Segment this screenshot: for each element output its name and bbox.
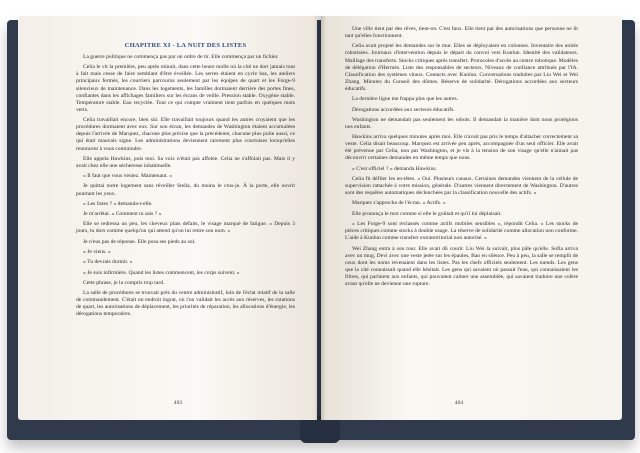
paragraph: La guerre politique ne commença pas par un ordre de tir. Elle commença par un fichier.: [83, 54, 279, 60]
paragraph: Celia fit défiler les en-têtes. « Oui. Plusieurs canaux. Certaines demandes viennent de la cellule de supervision rattachée à votre mission, générale. D'autres viennent directement de Washington. D'autres sont des requêtes automatiques déclenchées par la classification nouvelle des actifs. »: [345, 176, 578, 197]
paragraph: Hawkins arriva quelques minutes après moi. Elle n'avait pas pris le temps d'attacher correctement sa veste. Celia disait beaucoup. Marquez est arrivée peu après, accompagnée d'un seul officier. Elle avait été prévenue par Celia, non par Washington, et je vis à la tension de son visage qu'elle n'aimait pas découvrir certaines demandes en même temps que nous.: [345, 134, 578, 162]
page-number-left: 403: [173, 400, 183, 406]
paragraph: La salle de procédures se trouvait près du centre administratif, loin de l'éclat relatif de la salle de commandement. C'était un endroit ingrat, où l'on validait les accès aux réserves, les rotations de quart, les autorisations de déplacement, les priorités de réparation, les allocations d'énergie, les dérogations temporaires.: [76, 290, 295, 318]
paragraph: Wei Zhang entra à son tour. Elle avait dû courir. Liu Wei la suivait, plus pâle qu'elle. Sofia arriva avec un mug, Devi avec une veste jetée sur les épaules, Bao en silence. Peu à peu, la salle se remplit de ceux dont les noms revenaient dans les listes. Pas les chefs officiels seulement. Les nœuds. Les gens que la cité connaissait quand elle hésitait. Les gens qui savaient où passait l'eau, qui connaissaient les filtres, qui parlaient aux enfants, qui pouvaient calmer une assemblée, qui savaient traduire une colère avant qu'elle ne devienne une rupture.: [345, 245, 578, 287]
left-page-text: [76, 54, 295, 319]
paragraph: Celia travaillait encore, bien sûr. Elle travaillait toujours quand les autres croyaient que les procédures dormaient avec eux. Sur son écran, les demandes de Washington étaient accumulées depuis l'arrivée de Marquez, chacune plus précise que la précédente, chacune plus polie aussi, ce qui était mauvais signe. Les administrations deviennent rarement plus courtoises lorsqu'elles renoncent à vous contraindre.: [76, 117, 295, 152]
paragraph: « Il faut que vous veniez. Maintenant. »: [83, 173, 173, 180]
paragraph: « Les listes ? » demanda-t-elle.: [83, 200, 153, 207]
paragraph: « Je suis infirmière. Quand les listes commencent, les corps suivent. »: [83, 269, 240, 276]
paragraph: Elle appela Hawkins, puis moi. Sa voix n'était pas affolée. Celia ne s'affolait pas. Mais il y avait chez elle une sécheresse inhabituelle.: [76, 155, 295, 169]
paragraph: Je m'arrêtai. « Comment tu sais ? »: [83, 211, 162, 218]
paragraph: « Je viens. »: [83, 249, 111, 256]
paragraph: Washington ne demandait pas seulement les robots. Il demandait la manière dont nous protégions nos enfants.: [345, 116, 578, 130]
left-page: [18, 16, 317, 420]
paragraph: « Tu devrais dormir. »: [83, 259, 133, 266]
paragraph: Une ville tient par des rêves, tient-on. C'est faux. Elle tient par des autorisations que personne ne lit tant qu'elles fonctionnent.: [345, 26, 578, 40]
paragraph: Celia le vit la première, peu après minuit, dans cette heure molle où la cité ne dort jamais tout à fait mais cesse de faire semblant d'être éveillée. Les serres étaient en cycle bas, les ateliers principaux fermés, les courriers parcourus seulement par les équipes de quart et les Forge-9 silencieux de maintenance. Dans les logements, les familles dormaient derrière des portes fines, confiantes dans les affichages familiers sur les écrans de veille. Pression stable. Oxygène stable. Température stable. Eau recyclée. Tout ce qui compte vraiment tient parfois en quelques mots verts.: [76, 64, 295, 113]
book-gutter-shadow: [314, 16, 326, 420]
paragraph: Celia avait projeté les demandes sur le mur. Elles se déployaient en colonnes. Inventaire des unités robotisées. Journaux d'intervention depuis le départ du convoi vers Kunlun. Identité des validateurs. Maillage des transferts. Stocks critiques après transfert. Protocoles d'accès au centre robotique. Modèles de délégation d'Hermès. Liste des responsables de secteurs. Niveaux de confiance attribués par l'IA. Classification des systèmes vitaux. Contacts avec Kunlun. Conversations traduites par Liu Wei et Wei Zhang. Minutes du Conseil des dômes. Réserve de solidarité. Dérogations accordées aux secteurs éducatifs.: [345, 43, 578, 92]
paragraph: Elle se redressa un peu, les cheveux plats défaits, le visage marqué de fatigue. « Depuis 3 jours, tu dors comme quelqu'un qui attend qu'on lui retire son nom. »: [76, 221, 295, 235]
paragraph: Marquez s'approcha de l'écran. « Actifs. »: [352, 200, 446, 207]
paragraph: Elle prononça le mot comme si elle le goûtait et qu'il lui déplaisait.: [352, 210, 502, 217]
paragraph: La dernière ligne me frappa plus que les autres.: [352, 96, 459, 103]
page-number-right: 404: [454, 400, 464, 406]
paragraph: Je n'eus pas de réponse. Elle posa ses pieds au sol.: [83, 238, 196, 245]
chapter-title: CHAPITRE XI - LA NUIT DES LISTES: [124, 42, 247, 49]
paragraph: « Les Forge-9 sont reclassés comme actifs mobiles sensibles », répondit Celia. « Les stocks de pièces critiques comme stocks à double usage. La réserve de solidarité comme allocation non conforme. L'aide à Kunlun comme transfert extraterritorial non autorisé. »: [345, 221, 578, 242]
right-page-text: [345, 26, 578, 288]
right-page: [321, 16, 622, 420]
paragraph: « C'est officiel ? » demanda Hawkins.: [352, 165, 437, 172]
paragraph: Dérogations accordées aux secteurs éducatifs.: [352, 106, 455, 113]
paragraph: Je quittai notre logement sans réveiller Stella, du moins le crus-je. À la porte, elle ouvrit pourtant les yeux.: [76, 183, 295, 197]
paragraph: Cette phrase, je la compris trop tard.: [83, 279, 165, 286]
